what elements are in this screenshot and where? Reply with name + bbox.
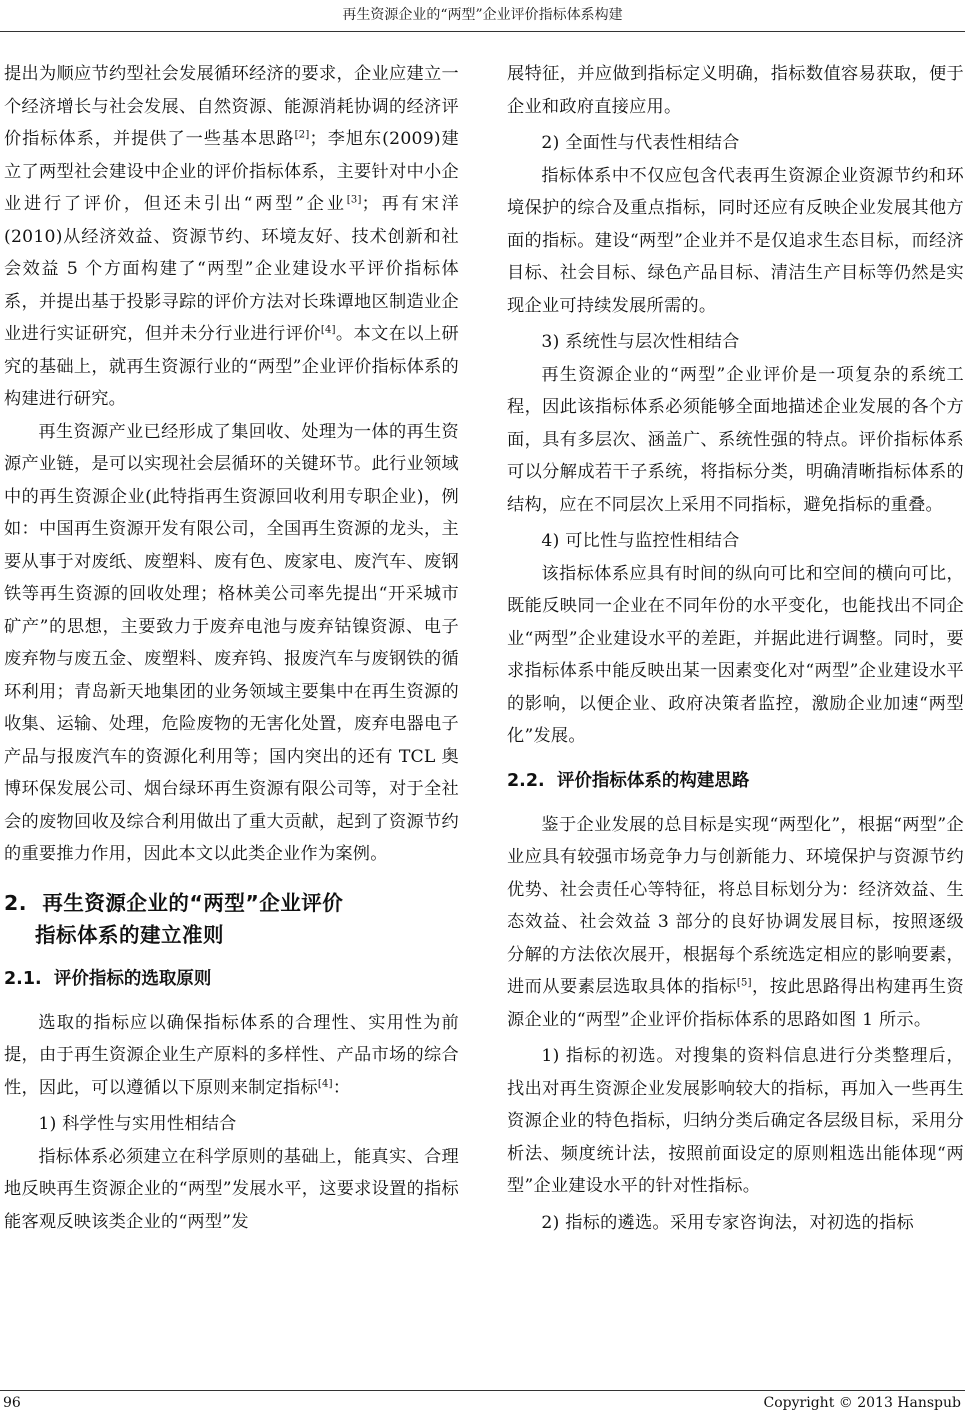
- paragraph-principle-4: 该指标体系应具有时间的纵向可比和空间的横向可比，既能反映同一企业在不同年份的水平变化，也能找出不同企业“两型”企业建设水平的差距，并据此进行调整。同时，要求指标体系中能反映出某一因素变化对“两型”企业建设水平的影响，以便企业、政府决策者监控，激励企业加速“两型化”发展。: [507, 563, 964, 746]
- paragraph-principle-3: 再生资源企业的“两型”企业评价是一项复杂的系统工程，因此该指标体系必须能够全面地描述企业发展的各个方面，具有多层次、涵盖广、系统性强的特点。评价指标体系可以分解成若干子系统，将指标分类，明确清晰指标体系的结构，应在不同层次上采用不同指标，避免指标的重叠。: [507, 364, 964, 515]
- right-column: [507, 58, 964, 1239]
- copyright-notice: Copyright © 2013 Hanspub: [763, 1395, 961, 1411]
- text-run: 选取的指标应以确保指标体系的合理性、实用性为前提，由于再生资源企业生产原料的多样性、产品市场的综合性，因此，可以遵循以下原则来制定指标: [4, 1012, 459, 1098]
- paragraph-initial-selection: 1) 指标的初选。对搜集的资料信息进行分类整理后，找出对再生资源企业发展影响较大的指标，再加入一些再生资源企业的特色指标，归纳分类后确定各层级目标，采用分析法、频度统计法，按照前面设定的原则粗选出能体现“两型”企业建设水平的针对性指标。: [507, 1046, 964, 1196]
- paragraph-screening: 2) 指标的遴选。采用专家咨询法，对初选的指标: [541, 1212, 914, 1233]
- citation-ref: [4]: [320, 324, 336, 336]
- citation-ref: [4]: [317, 1077, 333, 1089]
- section-title: 评价指标体系的构建思路: [556, 770, 750, 791]
- text-run: 。本文在以上研究的基础上，就再生资源行业的“两型”企业评价指标体系的构建进行研究。: [4, 324, 459, 409]
- text-run: 提出为顺应节约型社会发展循环经济的要求，企业应建立一个经济增长与社会发展、自然资源、能源消耗协调的经济评价指标体系，并提供了一些基本思路: [4, 64, 459, 149]
- citation-ref: [5]: [736, 977, 752, 989]
- paragraph-industry-cases: 再生资源产业已经形成了集回收、处理为一体的再生资源产业链，是可以实现社会层循环的关键环节。此行业领域中的再生资源企业(此特指再生资源回收利用专职企业)，例如：中国再生资源开发有限公司，全国再生资源的龙头，主要从事于对废纸、废塑料、废有色、废家电、废汽车、废钢铁等再生资源的回收处理；格林美公司率先提出“开采城市矿产”的思想，主要致力于废弃电池与废弃钴镍资源、电子废弃物与废五金、废塑料、废弃钨、报废汽车与废钢铁的循环利用；青岛新天地集团的业务领域主要集中在再生资源的收集、运输、处理，危险废物的无害化处置，废弃电器电子产品与报废汽车的资源化利用等；国内突出的还有 TCL 奥博环保发展公司、烟台绿环再生资源有限公司等，对于全社会的废物回收及综合利用做出了重大贡献，起到了资源节约的重要推力作用，因此本文以此类企业作为案例。: [4, 421, 459, 864]
- section-title-line1: 再生资源企业的“两型”企业评价: [42, 890, 344, 915]
- paragraph-principle-1: 指标体系必须建立在科学原则的基础上，能真实、合理地反映再生资源企业的“两型”发展水平，这要求设置的指标能客观反映该类企业的“两型”发: [4, 1146, 459, 1232]
- header-divider: [0, 31, 965, 32]
- paragraph-literature-review: [4, 58, 459, 416]
- section-heading-2: [4, 887, 459, 951]
- text-run: ：: [332, 1077, 351, 1098]
- page-number: 96: [3, 1395, 21, 1411]
- principle-item-4: 4) 可比性与监控性相结合: [541, 531, 740, 551]
- principle-item-1: 1) 科学性与实用性相结合: [38, 1114, 237, 1134]
- citation-ref: [3]: [346, 194, 362, 206]
- footer-divider: [0, 1390, 965, 1391]
- principle-item-3: 3) 系统性与层次性相结合: [541, 332, 740, 352]
- paragraph-principle-1-cont: 展特征，并应做到指标定义明确，指标数值容易获取，便于企业和政府直接应用。: [507, 64, 964, 117]
- left-column: [4, 58, 459, 1238]
- section-heading-2-1: [4, 963, 459, 995]
- text-run: ，按此思路得出构建再生资源企业的“两型”企业评价指标体系的思路如图 1 所示。: [507, 977, 964, 1030]
- paragraph-selection-principles: [4, 1007, 459, 1105]
- principle-item-2: 2) 全面性与代表性相结合: [541, 133, 740, 153]
- section-number: 2.: [4, 890, 28, 915]
- paragraph-construction-approach: [507, 809, 964, 1037]
- paragraph-principle-2: 指标体系中不仅应包含代表再生资源企业资源节约和环境保护的综合及重点指标，同时还应有反映企业发展其他方面的指标。建设“两型”企业并不是仅追求生态目标，而经济目标、社会目标、绿色产品目标、清洁生产目标等仍然是实现企业可持续发展所需的。: [507, 165, 964, 316]
- section-heading-2-2: [507, 765, 964, 797]
- text-run: ；李旭东(2009)建立了两型社会建设中企业的评价指标体系，主要针对中小企业进行了评价，但还未引出“两型”企业: [4, 129, 459, 214]
- section-number: 2.1.: [4, 968, 42, 989]
- section-title-line2: 指标体系的建立准则: [35, 922, 224, 947]
- text-run: ；再有宋洋(2010)从经济效益、资源节约、环境友好、技术创新和社会效益 5 个方面构建了“两型”企业建设水平评价指标体系，并提出基于投影寻踪的评价方法对长珠谭地区制造业企业进行实证研究，但并未分行业进行评价: [4, 194, 459, 344]
- citation-ref: [2]: [294, 129, 310, 141]
- running-header: 再生资源企业的“两型”企业评价指标体系构建: [342, 7, 623, 23]
- section-number: 2.2.: [507, 770, 545, 791]
- section-title: 评价指标的选取原则: [53, 968, 212, 989]
- text-run: 鉴于企业发展的总目标是实现“两型化”，根据“两型”企业应具有较强市场竞争力与创新能力、环境保护与资源节约优势、社会责任心等特征，将总目标划分为：经济效益、生态效益、社会效益 3 部分的良好协调发展目标，按照逐级分解的方法依次展开，根据每个系统选定相应的影响要素，进而从要素层选取具体的指标: [507, 814, 964, 997]
